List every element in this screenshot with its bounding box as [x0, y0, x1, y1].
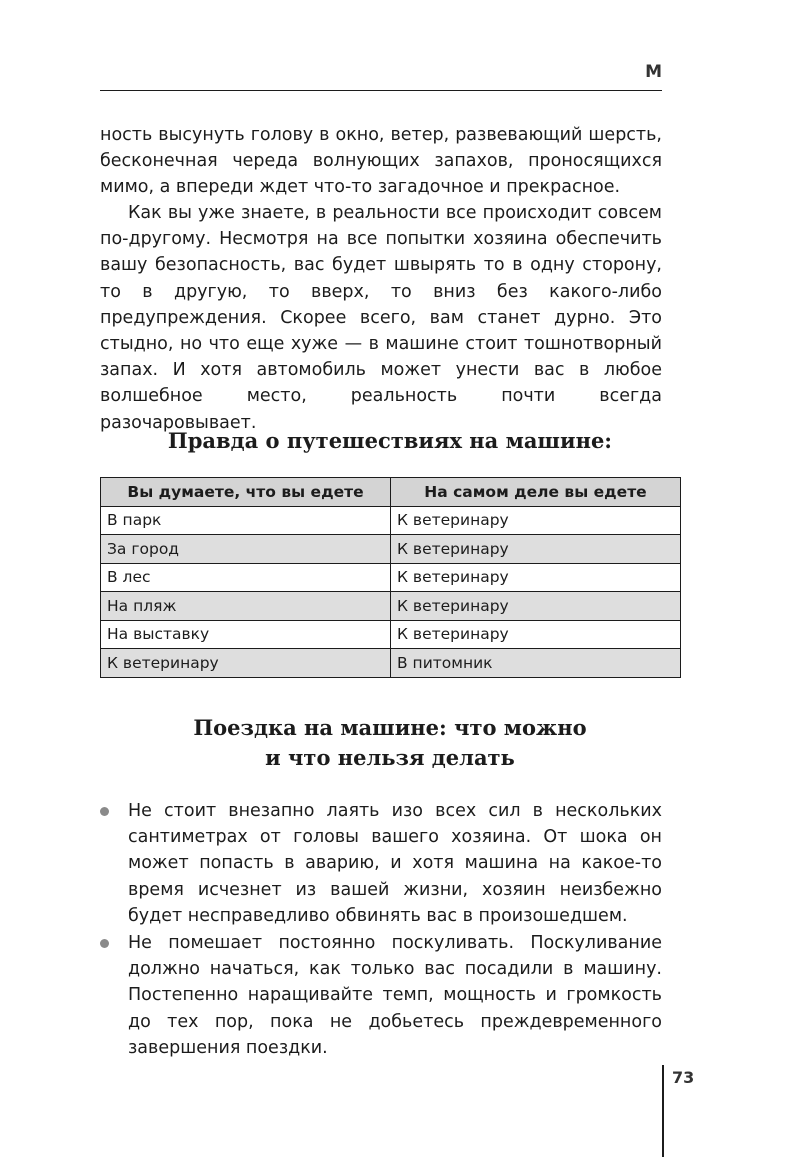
table-row: [101, 506, 681, 535]
paragraph-1: ность высунуть голову в окно, ветер, развевающий шерсть, бесконечная череда волнующих запахов, проносящихся мимо, а впереди ждет что-то загадочное и прекрасное.: [100, 125, 662, 198]
bullet-list: [100, 798, 662, 1062]
running-head-letter: М: [645, 62, 662, 82]
table-cell: На пляж: [101, 592, 391, 621]
running-head: [100, 60, 662, 91]
folio-rule: [662, 1065, 664, 1157]
table-cell: За город: [101, 535, 391, 564]
table-cell: В питомник: [391, 649, 681, 678]
section-heading-2: [100, 713, 680, 773]
table-row: [101, 563, 681, 592]
list-item-text: Не стоит внезапно лаять изо всех сил в нескольких сантиметрах от головы вашего хозяина. От шока он может попасть в аварию, и хотя машина на какое-то время исчезнет из вашей жизни, хозяин неизбежно будет несправедливо обвинять вас в произошедшем.: [128, 801, 662, 926]
table-row: [101, 535, 681, 564]
bullet-icon: [100, 939, 109, 948]
table-cell: К ветеринару: [391, 620, 681, 649]
bullet-icon: [100, 807, 109, 816]
table-cell: К ветеринару: [101, 649, 391, 678]
section-heading-1: Правда о путешествиях на машине:: [167, 428, 613, 453]
heading-line: и что нельзя делать: [265, 745, 515, 770]
table-cell: В парк: [101, 506, 391, 535]
table-row: [101, 620, 681, 649]
table-header-cell: Вы думаете, что вы едете: [101, 478, 391, 507]
table-cell: В лес: [101, 563, 391, 592]
table-cell: К ветеринару: [391, 592, 681, 621]
table-row: [101, 592, 681, 621]
list-item: [100, 798, 662, 929]
table-header-row: [101, 478, 681, 507]
table-cell: К ветеринару: [391, 506, 681, 535]
table-header-cell: На самом деле вы едете: [391, 478, 681, 507]
page-number: 73: [672, 1068, 695, 1087]
table-cell: На выставку: [101, 620, 391, 649]
list-item-text: Не помешает постоянно поскуливать. Поскуливание должно начаться, как только вас посадили в машину. Постепенно наращивайте темп, мощность и громкость до тех пор, пока не добьетесь преждевременного завершения поездки.: [128, 933, 662, 1058]
table-cell: К ветеринару: [391, 563, 681, 592]
heading-line: Поездка на машине: что можно: [193, 715, 587, 740]
comparison-table: [100, 477, 681, 678]
list-item: [100, 930, 662, 1061]
table-cell: К ветеринару: [391, 535, 681, 564]
paragraph-2: Как вы уже знаете, в реальности все происходит совсем по-другому. Несмотря на все попытки хозяина обеспечить вашу безопасность, вас будет швырять то в одну сторону, то в другую, то вверх, то вниз без какого-либо предупреждения. Скорее всего, вам станет дурно. Это стыдно, но что еще хуже — в машине стоит тошнотворный запах. И хотя автомобиль может унести вас в любое волшебное место, реальность почти всегда разочаровывает.: [100, 203, 662, 433]
table-row: [101, 649, 681, 678]
